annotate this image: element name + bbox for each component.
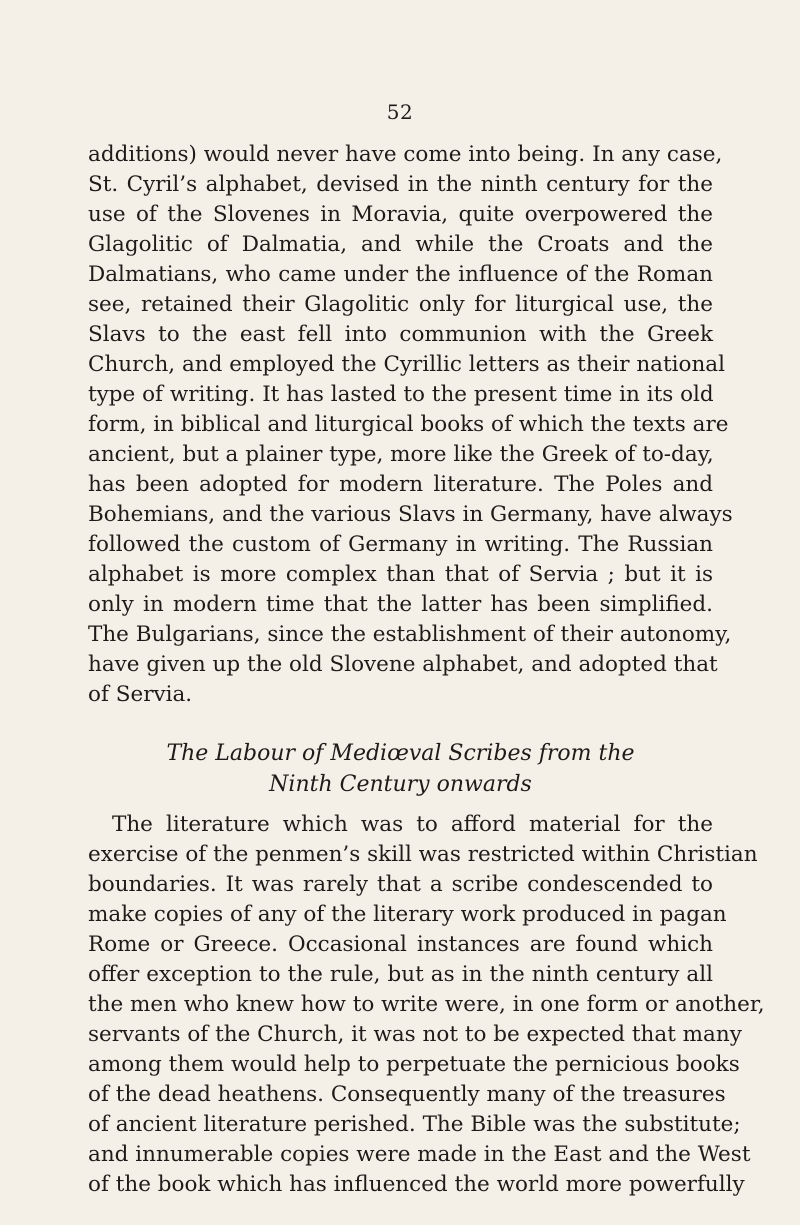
text-line: has been adopted for modern literature. The Poles and	[88, 472, 713, 497]
text-line: and innumerable copies were made in the East and the West	[88, 1142, 751, 1167]
text-line: make copies of any of the literary work produced in pagan	[88, 902, 727, 927]
text-line: see, retained their Glagolitic only for liturgical use, the	[88, 292, 713, 317]
text-line: servants of the Church, it was not to be expected that many	[88, 1022, 742, 1047]
text-line: of the book which has influenced the world more powerfully	[88, 1172, 745, 1197]
text-line: offer exception to the rule, but as in the ninth century all	[88, 962, 713, 987]
text-line: ancient, but a plainer type, more like the Greek of to-day,	[88, 442, 714, 467]
text-line: additions) would never have come into being. In any case,	[88, 142, 723, 167]
paragraph-1	[88, 140, 733, 710]
page-number: 52	[386, 100, 414, 124]
text-line: boundaries. It was rarely that a scribe condescended to	[88, 872, 713, 897]
text-line: Glagolitic of Dalmatia, and while the Croats and the	[88, 232, 713, 257]
paragraph-2	[88, 810, 765, 1200]
text-line: Bohemians, and the various Slavs in Germany, have always	[88, 502, 733, 527]
text-line: use of the Slovenes in Moravia, quite overpowered the	[88, 202, 713, 227]
text-line: exercise of the penmen’s skill was restricted within Christian	[88, 842, 758, 867]
text-line: followed the custom of Germany in writing. The Russian	[88, 532, 713, 557]
text-line: The literature which was to afford material for the	[112, 812, 713, 837]
text-line: have given up the old Slovene alphabet, and adopted that	[88, 652, 718, 677]
text-line: Church, and employed the Cyrillic letters as their national	[88, 352, 726, 377]
section-heading	[88, 738, 713, 800]
text-line: St. Cyril’s alphabet, devised in the ninth century for the	[88, 172, 713, 197]
section-heading-line-1: The Labour of Mediœval Scribes from the	[166, 741, 635, 766]
text-line: Rome or Greece. Occasional instances are found which	[88, 932, 713, 957]
text-line: form, in biblical and liturgical books of which the texts are	[88, 412, 729, 437]
text-line: of ancient literature perished. The Bible was the substitute;	[88, 1112, 741, 1137]
text-line: among them would help to perpetuate the pernicious books	[88, 1052, 740, 1077]
text-line: of the dead heathens. Consequently many of the treasures	[88, 1082, 726, 1107]
text-line: type of writing. It has lasted to the present time in its old	[88, 382, 714, 407]
text-line: alphabet is more complex than that of Servia ; but it is	[88, 562, 713, 587]
text-line: Slavs to the east fell into communion with the Greek	[88, 322, 713, 347]
text-line: The Bulgarians, since the establishment of their autonomy,	[88, 622, 732, 647]
text-line: only in modern time that the latter has been simplified.	[88, 592, 713, 617]
text-line: the men who knew how to write were, in one form or another,	[88, 992, 765, 1017]
section-heading-line-2: Ninth Century onwards	[269, 772, 532, 797]
text-line: of Servia.	[88, 682, 193, 707]
text-line: Dalmatians, who came under the influence of the Roman	[88, 262, 713, 287]
